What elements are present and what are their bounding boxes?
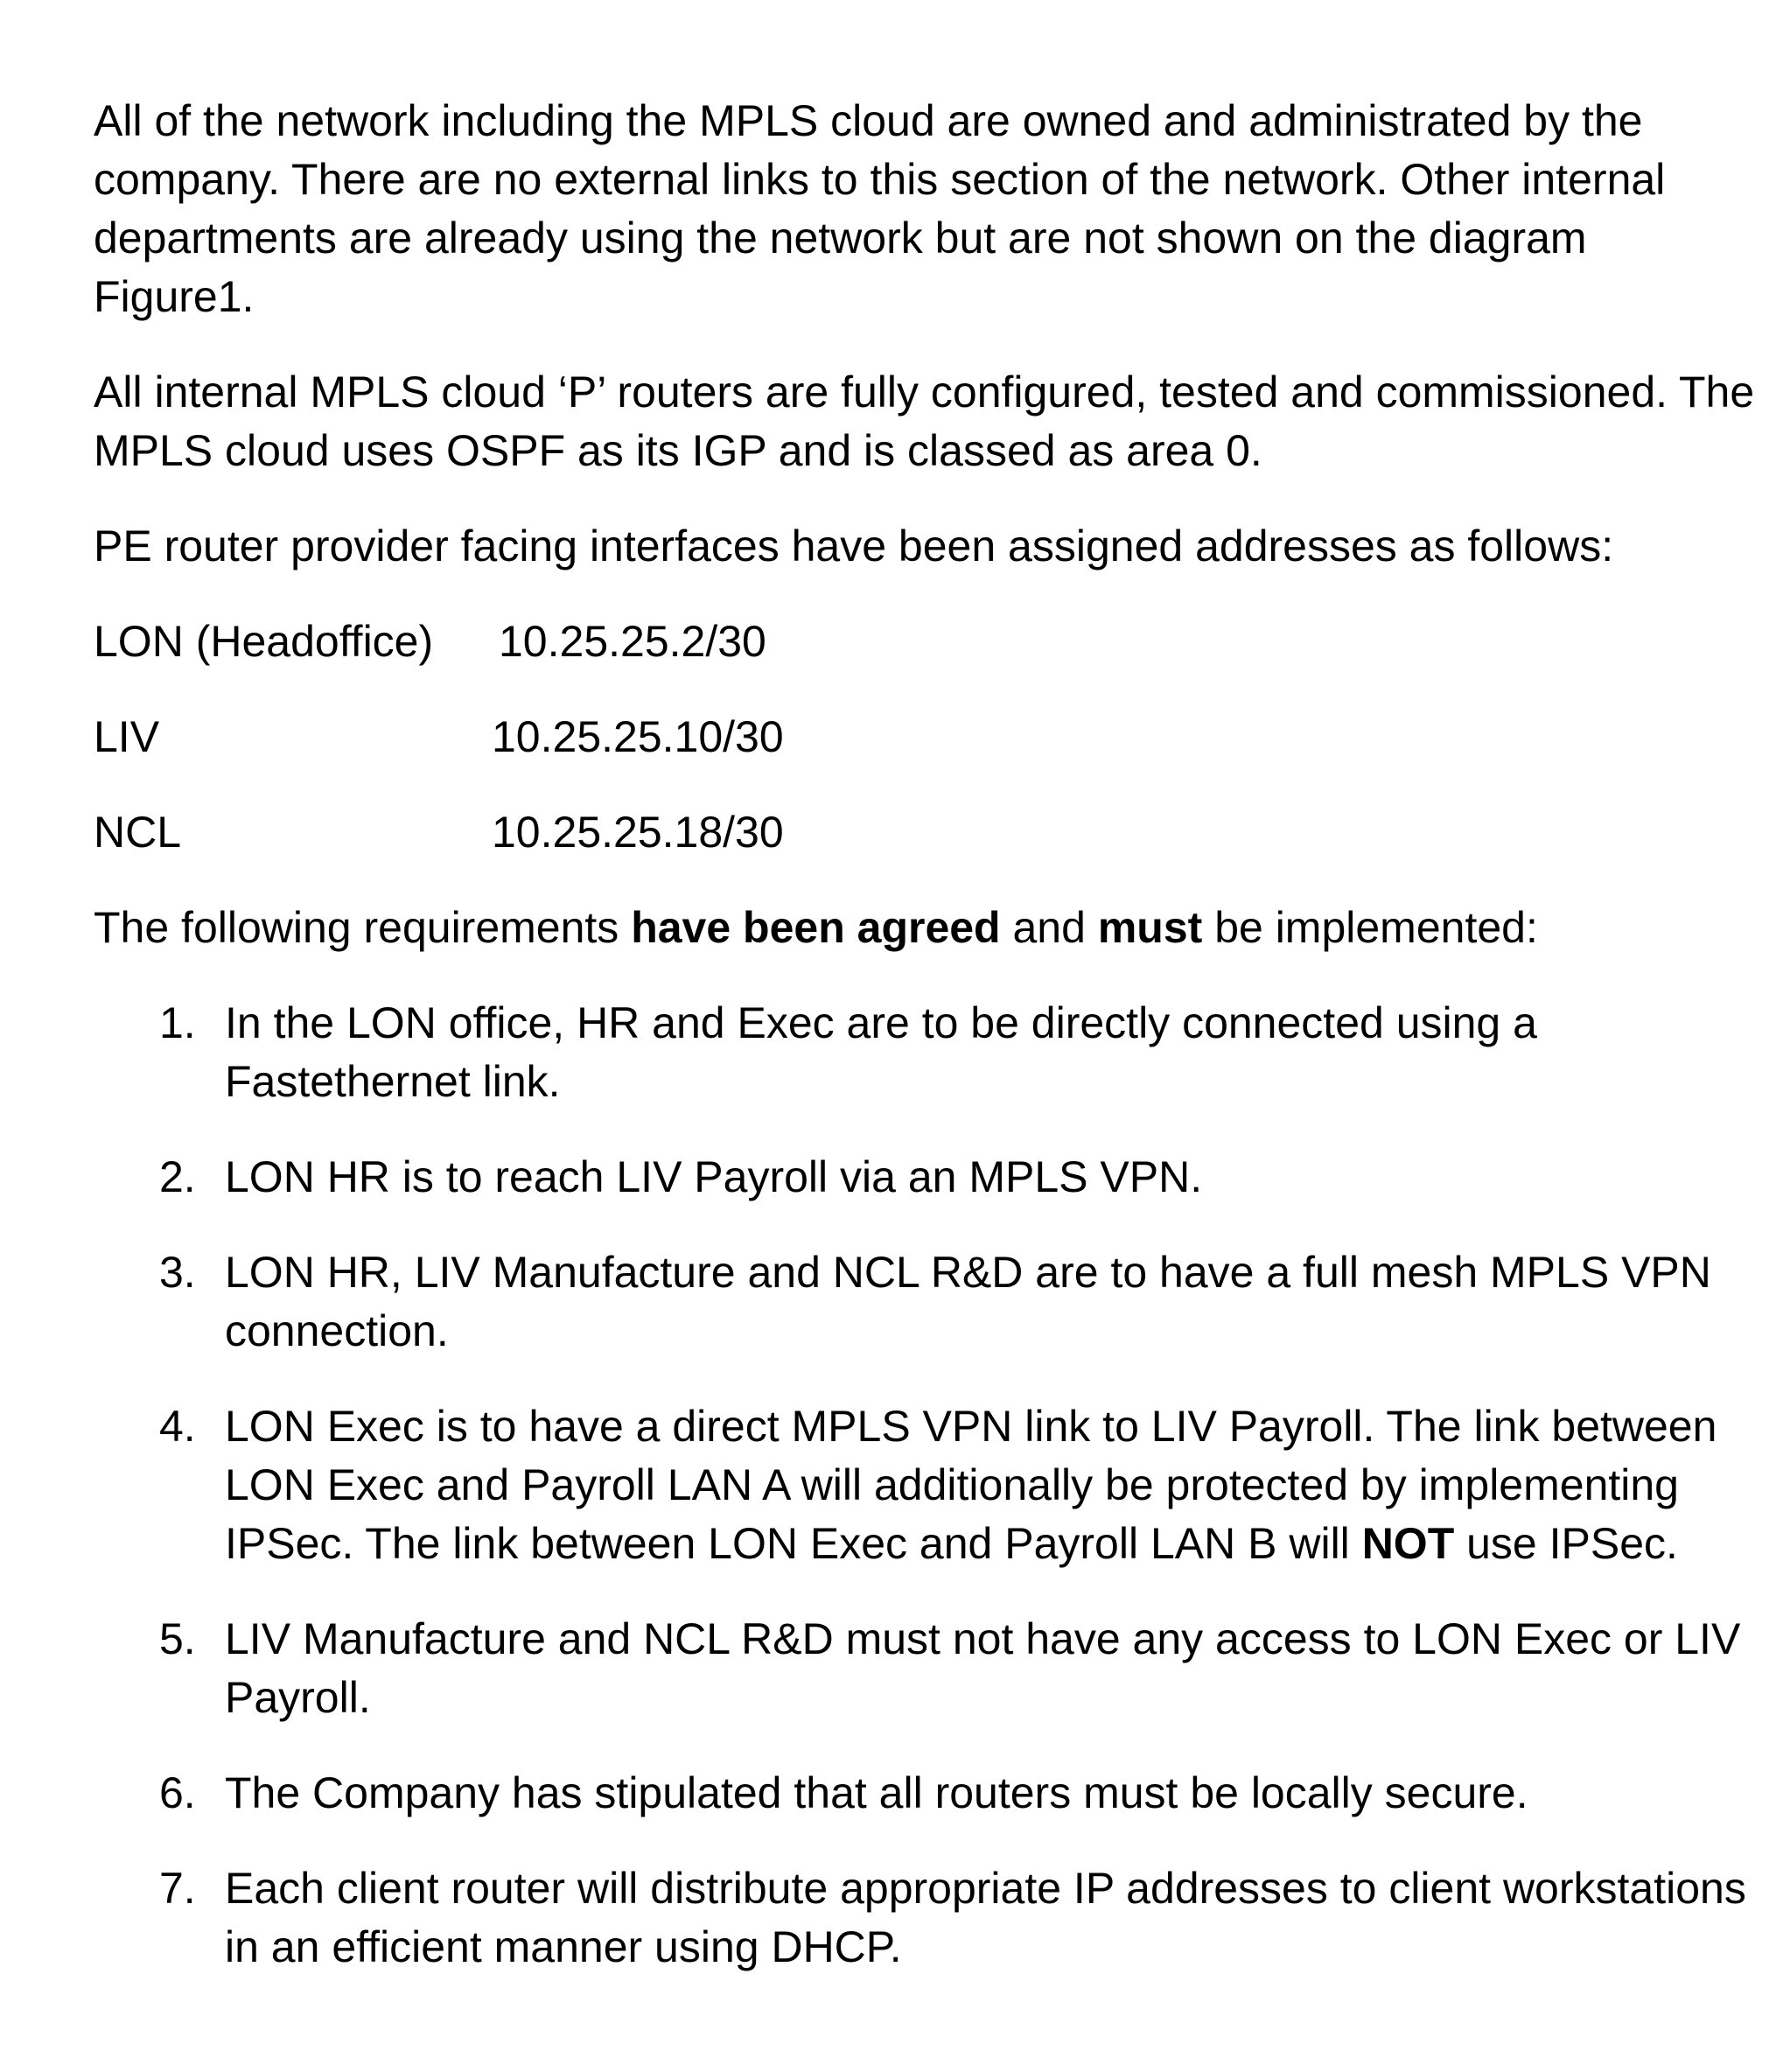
- list-item-text-part: use IPSec.: [1454, 1519, 1678, 1568]
- list-item-text: LON HR is to reach LIV Payroll via an MPLS VPN.: [225, 1152, 1203, 1201]
- list-item: [94, 1859, 1756, 1977]
- paragraph-pe-addresses-intro: PE router provider facing interfaces have been assigned addresses as follows:: [94, 522, 1614, 570]
- requirements-intro-text: and: [1000, 903, 1098, 952]
- list-item-text: LIV Manufacture and NCL R&D must not have any access to LON Exec or LIV Payroll.: [225, 1614, 1741, 1722]
- address-site: NCL: [94, 808, 182, 857]
- address-row-ncl: [94, 803, 1756, 862]
- list-item-number: 5.: [159, 1614, 196, 1663]
- list-item: [94, 994, 1756, 1111]
- document-page: [94, 92, 1756, 2013]
- list-item-text-bold: NOT: [1361, 1519, 1455, 1568]
- paragraph-network-ownership: All of the network including the MPLS cloud are owned and administrated by the company. There are no external links to this section of the network. Other internal departments are already using the network but are not shown on the diagram Figure1.: [94, 96, 1666, 321]
- list-item-number: 6.: [159, 1768, 196, 1817]
- list-item: [94, 1243, 1756, 1361]
- list-item-text: LON HR, LIV Manufacture and NCL R&D are to have a full mesh MPLS VPN connection.: [225, 1248, 1711, 1355]
- requirements-intro-bold: have been agreed: [631, 903, 1001, 952]
- requirements-intro: [94, 899, 1756, 957]
- list-item-number: 3.: [159, 1248, 196, 1297]
- address-ip: 10.25.25.18/30: [492, 808, 784, 857]
- list-item-number: 7.: [159, 1864, 196, 1913]
- address-row-liv: [94, 708, 1756, 766]
- list-item-number: 2.: [159, 1152, 196, 1201]
- paragraph-mpls-cloud: All internal MPLS cloud ‘P’ routers are fully configured, tested and commissioned. The MPLS cloud uses OSPF as its IGP and is classed as area 0.: [94, 368, 1755, 475]
- list-item-number: 4.: [159, 1402, 196, 1451]
- list-item-text: In the LON office, HR and Exec are to be directly connected using a Fastethernet link.: [225, 998, 1537, 1106]
- address-ip: 10.25.25.2/30: [499, 617, 766, 666]
- address-site: LIV: [94, 712, 160, 761]
- list-item-text-part: LON Exec is to have a direct MPLS VPN link to LIV Payroll. The link between LON Exec and Payroll LAN A will additionally be protected by implementing IPSec. The link between LON Exec and Payroll LAN B will: [225, 1402, 1717, 1568]
- list-item-text: The Company has stipulated that all routers must be locally secure.: [225, 1768, 1528, 1817]
- list-item: [94, 1148, 1756, 1207]
- list-item: [94, 1764, 1756, 1823]
- requirements-list: [94, 994, 1756, 1977]
- list-item: [94, 1397, 1756, 1573]
- address-site: LON (Headoffice): [94, 617, 434, 666]
- list-item-text: Each client router will distribute appropriate IP addresses to client workstations in an efficient manner using DHCP.: [225, 1864, 1746, 1971]
- list-item: [94, 1610, 1756, 1727]
- address-row-lon: [94, 612, 1756, 671]
- list-item-number: 1.: [159, 998, 196, 1047]
- requirements-intro-text: The following requirements: [94, 903, 632, 952]
- requirements-intro-text: be implemented:: [1202, 903, 1538, 952]
- address-ip: 10.25.25.10/30: [492, 712, 784, 761]
- list-item-text: [225, 1397, 1756, 1573]
- requirements-intro-bold: must: [1097, 903, 1203, 952]
